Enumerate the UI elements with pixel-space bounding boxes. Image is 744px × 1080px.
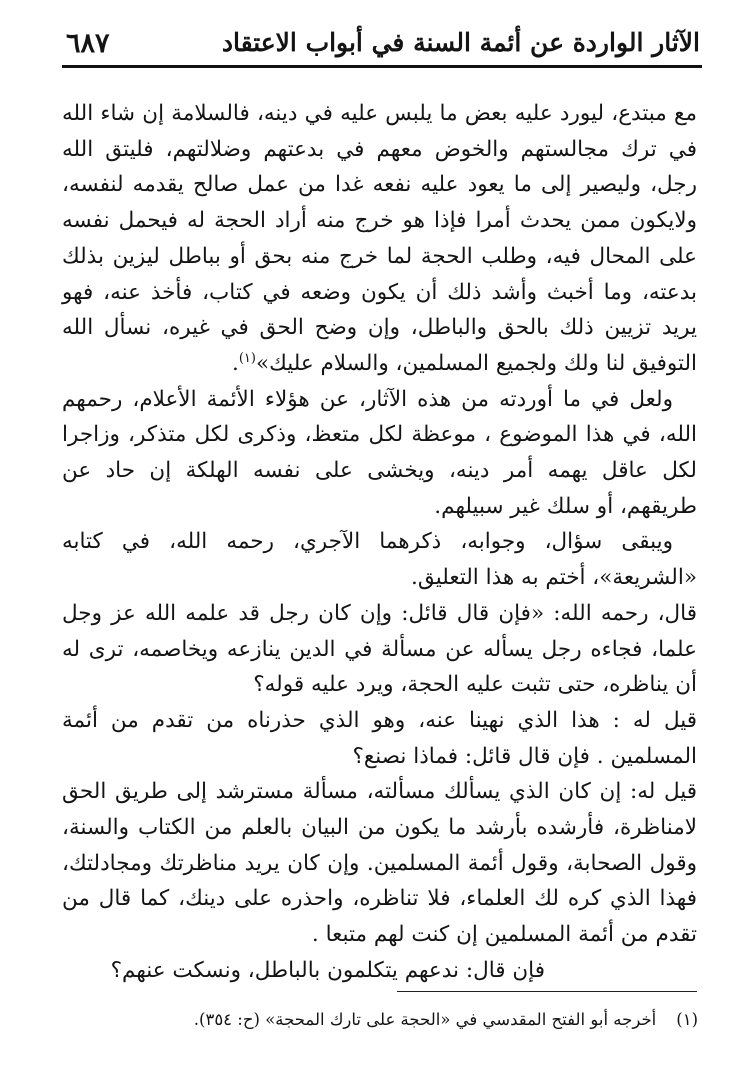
main-text (62, 96, 697, 989)
footnote-text: أخرجه أبو الفتح المقدسي في «الحجة على تارك المحجة» (ح: ٣٥٤). (193, 1010, 657, 1029)
footnote-divider (397, 991, 697, 992)
paragraph-tail: . (231, 350, 239, 376)
page-number: ٦٨٧ (66, 28, 110, 59)
page-header (62, 22, 700, 66)
paragraph: فإن قال: ندعهم يتكلمون بالباطل، ونسكت عنهم؟ (110, 957, 545, 983)
paragraph-text: مع مبتدع، ليورد عليه بعض ما يلبس عليه في دينه، فالسلامة إن شاء الله في ترك مجالستهم والخوض معهم في بدعتهم وضلالتهم، فليتق الله رجل، وليصير إلى ما يعود عليه نفعه غدا من عمل صالح يقدمه لنفسه، ولايكون ممن يحدث أمرا فإذا هو خرج منه أراد الحجة له فيحمل نفسه على المحال فيه، وطلب الحجة لما خرج منه بحق أو بباطل ليزين بذلك بدعته، وما أخبث وأشد ذلك أن يكون وضعه في كتاب، فأخذ عنه، فهو يريد تزيين ذلك بالحق والباطل، وإن وضح الحق في غيره، نسأل الله التوفيق لنا ولك ولجميع المسلمين، والسلام عليك» (62, 101, 697, 376)
footnote-number: (١) (676, 1010, 698, 1029)
paragraph: قيل له: إن كان الذي يسألك مسألته، مسألة مسترشد إلى طريق الحق لامناظرة، فأرشده بأرشد ما يكون من البيان بالعلم من الكتاب والسنة، وقول الصحابة، وقول أئمة المسلمين. وإن كان يريد مناظرتك ومجادلتك، فهذا الذي كره لك العلماء، فلا تناظره، واحذره على دينك، كما قال من تقدم من أئمة المسلمين إن كنت لهم متبعا . (62, 779, 697, 948)
paragraph: ويبقى سؤال، وجوابه، ذكرهما الآجري، رحمه الله، في كتابه «الشريعة»، أختم به هذا التعليق. (62, 529, 697, 591)
paragraph: قال، رحمه الله: «فإن قال قائل: وإن كان رجل قد علمه الله عز وجل علما، فجاءه رجل يسأله عن مسألة في الدين ينازعه ويخاصمه، ترى له أن يناظره، حتى تثبت عليه الحجة، ويرد عليه قوله؟ (62, 600, 697, 698)
footnote-reference: (١) (238, 350, 256, 366)
paragraph: ولعل في ما أوردته من هذه الآثار، عن هؤلاء الأئمة الأعلام، رحمهم الله، في هذا الموضوع ، موعظة لكل متعظ، وذكرى لكل متذكر، وزاجرا لكل عاقل يهمه أمر دينه، ويخشى على نفسه الهلكة إن حاد عن طريقهم، أو سلك غير سبيلهم. (62, 386, 697, 519)
running-title: الآثار الواردة عن أئمة السنة في أبواب الاعتقاد (221, 28, 700, 57)
paragraph (62, 96, 697, 382)
paragraph: قيل له : هذا الذي نهينا عنه، وهو الذي حذرناه من تقدم من أئمة المسلمين . فإن قال قائل: فماذا نصنع؟ (62, 707, 697, 769)
footnote (58, 1010, 698, 1029)
header-divider (62, 65, 702, 68)
